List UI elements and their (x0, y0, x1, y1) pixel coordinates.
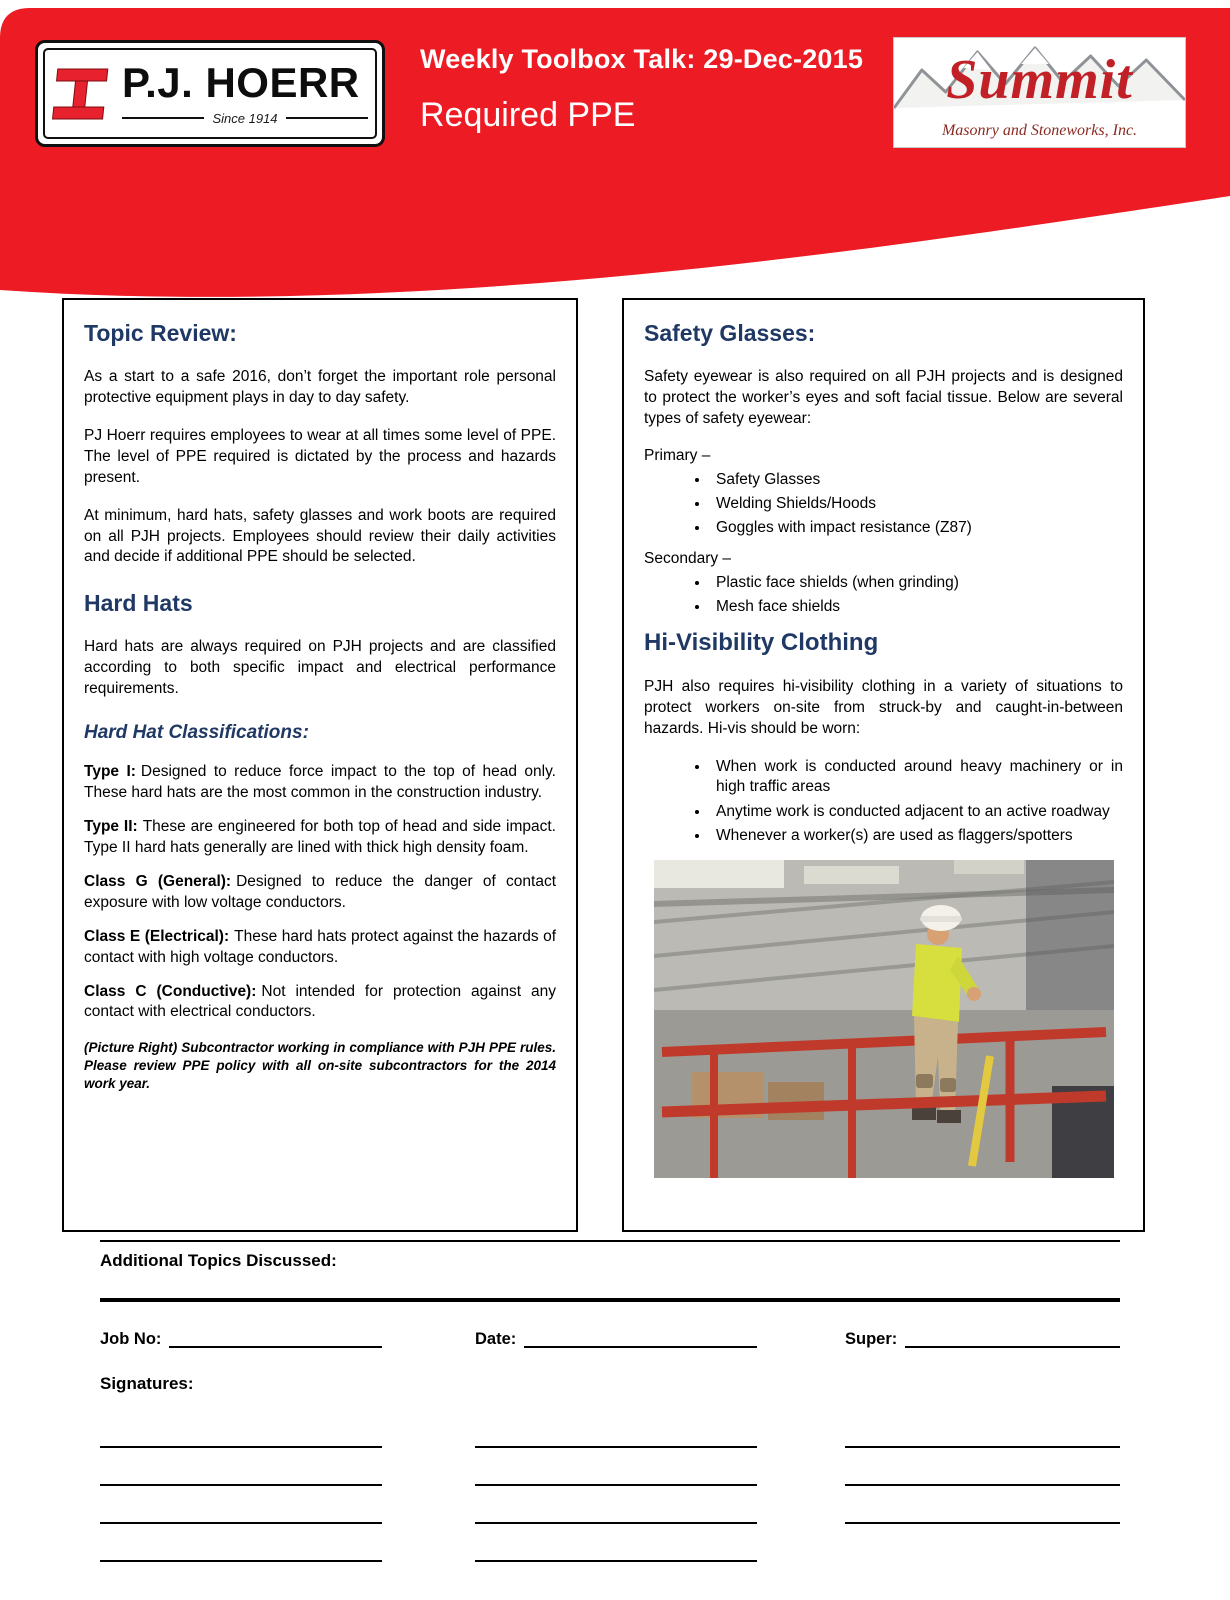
signature-line[interactable] (100, 1410, 382, 1448)
job-date-super-row (100, 1312, 1120, 1348)
signature-line[interactable] (845, 1486, 1120, 1524)
hi-visibility-intro: PJH also requires hi-visibility clothing in a variety of situations to protect workers on-site from struck-by and caught-in-between hazards. Hi-vis should be worn: (644, 678, 1123, 738)
classification-label: Type I: (84, 763, 136, 781)
hi-visibility-heading: Hi-Visibility Clothing (644, 629, 879, 657)
safety-glasses-heading: Safety Glasses: (644, 320, 816, 346)
classification-label: Class G (General): (84, 872, 232, 890)
primary-list (644, 470, 1123, 538)
job-no-field[interactable] (100, 1326, 382, 1348)
ibeam-icon (52, 67, 110, 121)
classification-label: Class C (Conductive): (84, 982, 257, 1000)
hi-visibility-list (644, 757, 1123, 846)
signature-line[interactable] (100, 1524, 382, 1562)
classification-text: Designed to reduce the danger of contact exposure with low voltage conductors. (84, 872, 556, 911)
date-label: Date: (475, 1329, 517, 1348)
summit-tagline: Masonry and Stoneworks, Inc. (941, 122, 1138, 139)
classification-text: These hard hats protect against the hazards of contact with high voltage conductors. (84, 927, 557, 966)
safety-glasses-intro: Safety eyewear is also required on all PJH projects and is designed to protect the worker’s eyes and soft facial tissue. Below are several types of safety eyewear: (644, 368, 1123, 427)
summit-logo (893, 37, 1186, 148)
pj-hoerr-logo-text (122, 58, 368, 126)
topic-paragraph-2: PJ Hoerr requires employees to wear at all times some level of PPE. The level of PPE required is dictated by the process and hazards present. (84, 426, 556, 486)
footer-form (100, 1240, 1120, 1575)
super-line[interactable] (905, 1326, 1120, 1348)
secondary-list (644, 573, 1123, 617)
signature-line[interactable] (100, 1486, 382, 1524)
classification-class-c (84, 982, 556, 1024)
bullet-item: • Safety Glasses (710, 470, 1123, 490)
signatures-label: Signatures: (100, 1374, 194, 1393)
safety-glasses-box (622, 298, 1145, 1232)
topic-paragraph-3: At minimum, hard hats, safety glasses and work boots are required on all PJH projects. Employees should review their daily activities and decide if additional PPE should be selected. (84, 506, 556, 566)
additional-topics-label: Additional Topics Discussed: (100, 1251, 337, 1270)
since-rule-left (122, 117, 204, 119)
super-field[interactable] (845, 1326, 1120, 1348)
classifications-heading: Hard Hat Classifications: (84, 722, 309, 744)
worker-photo (654, 860, 1114, 1178)
signature-line[interactable] (475, 1524, 757, 1562)
topic-paragraph-1: As a start to a safe 2016, don’t forget the important role personal protective equipment plays in day to day safety. (84, 368, 556, 406)
classification-type-1 (84, 762, 556, 804)
bullet-item: • Whenever a worker(s) are used as flaggers/spotters (710, 826, 1123, 846)
signature-line[interactable] (475, 1448, 757, 1486)
bullet-item: • Goggles with impact resistance (Z87) (710, 518, 1123, 538)
content-columns (62, 298, 1145, 1232)
pj-hoerr-name: P.J. HOERR (122, 58, 360, 106)
topic-review-box (62, 298, 578, 1232)
signature-line[interactable] (475, 1410, 757, 1448)
bullet-item: • When work is conducted around heavy machinery or in high traffic areas (710, 757, 1123, 797)
signature-line[interactable] (845, 1448, 1120, 1486)
pj-hoerr-since (122, 111, 368, 126)
job-no-label: Job No: (100, 1329, 162, 1348)
since-text: Since 1914 (212, 110, 278, 126)
bullet-item: • Mesh face shields (710, 597, 1123, 617)
classification-label: Class E (Electrical): (84, 927, 230, 945)
bullet-item: • Anytime work is conducted adjacent to an active roadway (710, 802, 1123, 822)
bullet-item: • Welding Shields/Hoods (710, 494, 1123, 514)
signature-line[interactable] (845, 1410, 1120, 1448)
since-rule-right (286, 117, 368, 119)
signature-column-2 (475, 1410, 757, 1562)
date-line[interactable] (524, 1326, 757, 1348)
topic-review-heading: Topic Review: (84, 320, 237, 346)
classification-type-2 (84, 817, 556, 859)
date-field[interactable] (475, 1326, 757, 1348)
classification-label: Type II: (84, 817, 138, 835)
divider-line-thick (100, 1298, 1120, 1302)
signatures-grid (100, 1410, 1120, 1575)
summit-name: Summit (946, 49, 1133, 111)
signature-line[interactable] (100, 1448, 382, 1486)
classification-class-g (84, 872, 556, 914)
secondary-label: Secondary – (644, 550, 732, 568)
job-no-line[interactable] (169, 1326, 382, 1348)
hard-hats-paragraph: Hard hats are always required on PJH projects and are classified according to both specific impact and electrical performance requirements. (84, 638, 556, 698)
divider-line-thin (100, 1240, 1120, 1242)
classification-text: Designed to reduce force impact to the top of head only. These hard hats are the most common in the construction industry. (84, 763, 556, 802)
classification-text: These are engineered for both top of head and side impact. Type II hard hats generally are lined with thick high density foam. (84, 817, 556, 856)
picture-note: (Picture Right) Subcontractor working in compliance with PJH PPE rules. Please review PPE policy with all on-site subcontractors for the 2014 work year. (84, 1040, 556, 1091)
classification-text: Not intended for protection against any contact with electrical conductors. (84, 982, 556, 1021)
super-label: Super: (845, 1329, 898, 1348)
classification-class-e (84, 927, 556, 969)
signature-line[interactable] (475, 1486, 757, 1524)
signature-column-3 (845, 1410, 1120, 1524)
signature-column-1 (100, 1410, 382, 1562)
page-subtitle: Required PPE (420, 96, 636, 134)
pj-hoerr-logo (35, 40, 385, 147)
hard-hats-heading: Hard Hats (84, 590, 193, 617)
bullet-item: • Plastic face shields (when grinding) (710, 573, 1123, 593)
page-title: Weekly Toolbox Talk: 29-Dec-2015 (420, 44, 864, 74)
header-banner (0, 0, 1230, 330)
primary-label: Primary – (644, 446, 711, 464)
